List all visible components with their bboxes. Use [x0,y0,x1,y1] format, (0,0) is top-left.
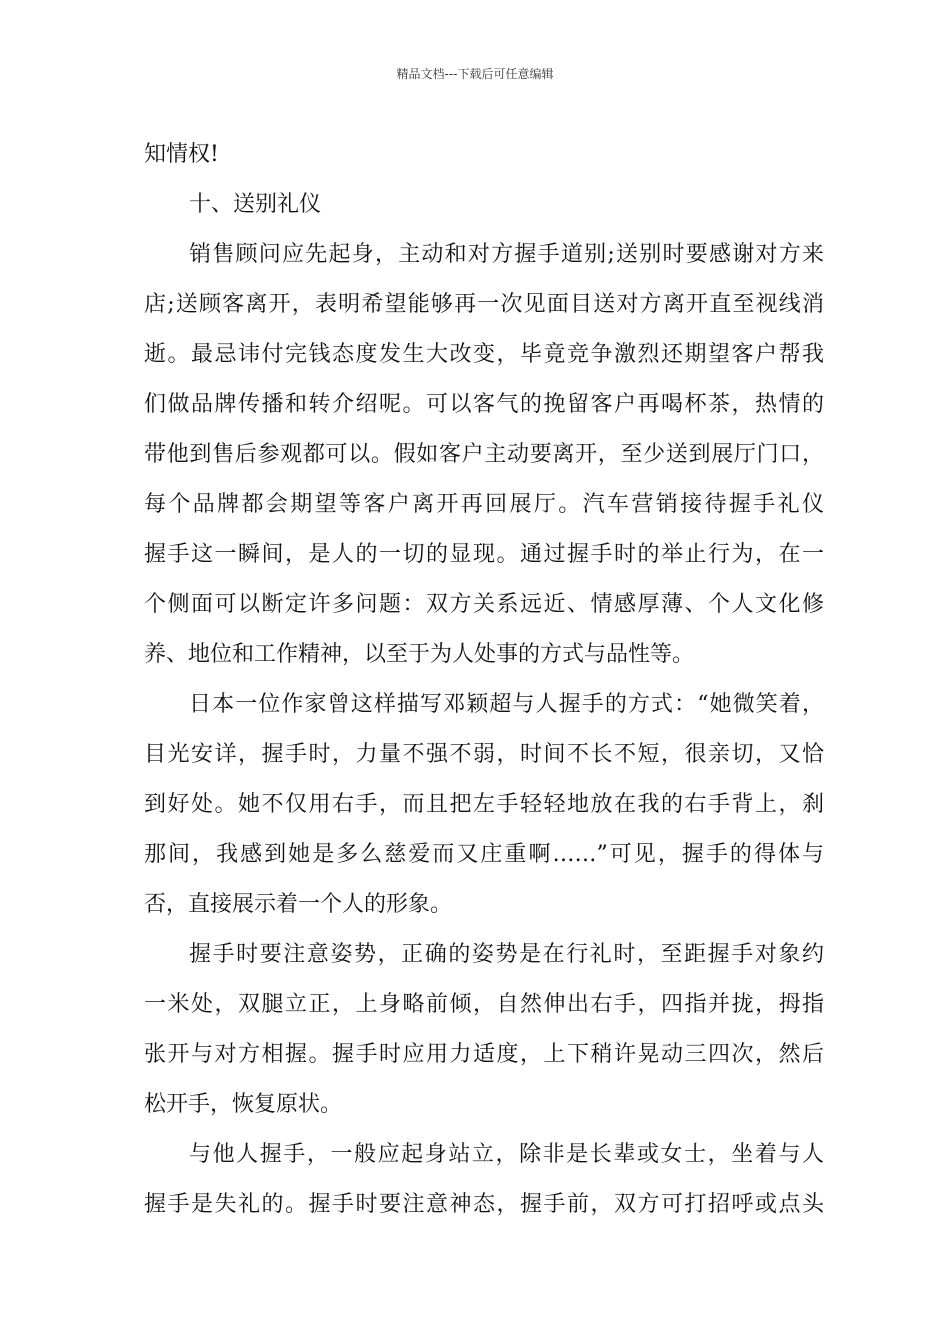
text-line: 养、地位和工作精神，以至于为人处事的方式与品性等。 [144,642,695,667]
text-line: 到好处。她不仅用右手，而且把左手轻轻地放在我的右手背上，刹 [144,792,824,817]
text-line: 目光安详，握手时，力量不强不弱，时间不长不短，很亲切，又恰 [144,742,824,767]
text-line: 松开手，恢复原状。 [144,1092,343,1117]
text-line: 日本一位作家曾这样描写邓颖超与人握手的方式：“她微笑着， [189,692,824,717]
text-line: 握手这一瞬间，是人的一切的显现。通过握手时的举止行为，在一 [144,542,824,567]
text-line: 知情权! [144,142,219,167]
text-line: 一米处，双腿立正，上身略前倾，自然伸出右手，四指并拢，拇指 [144,992,824,1017]
text-line: 店;送顾客离开，表明希望能够再一次见面目送对方离开直至视线消 [144,292,824,317]
text-line: 张开与对方相握。握手时应用力适度，上下稍许晃动三四次，然后 [144,1042,824,1067]
text-line: 每个品牌都会期望等客户离开再回展厅。汽车营销接待握手礼仪 [144,492,824,517]
page-header: 精品文档---下载后可任意编辑 [396,67,554,81]
text-line: 逝。最忌讳付完钱态度发生大改变，毕竟竞争激烈还期望客户帮我 [144,342,824,367]
text-line: 否，直接展示着一个人的形象。 [144,892,453,917]
text-line: 个侧面可以断定许多问题：双方关系远近、情感厚薄、个人文化修 [144,592,824,617]
text-line: 握手时要注意姿势，正确的姿势是在行礼时，至距握手对象约 [189,942,824,967]
text-line: 握手是失礼的。握手时要注意神态，握手前，双方可打招呼或点头 [144,1192,824,1217]
document-body [144,130,824,1230]
text-line: 带他到售后参观都可以。假如客户主动要离开，至少送到展厅门口， [144,442,824,467]
text-line: 与他人握手，一般应起身站立，除非是长辈或女士，坐着与人 [189,1142,824,1167]
text-line: 销售顾问应先起身，主动和对方握手道别;送别时要感谢对方来 [189,242,824,267]
text-line: 十、送别礼仪 [189,192,322,217]
text-line: 们做品牌传播和转介绍呢。可以客气的挽留客户再喝杯茶，热情的 [144,392,824,417]
text-line: 那间，我感到她是多么慈爱而又庄重啊……”可见，握手的得体与 [144,842,824,867]
